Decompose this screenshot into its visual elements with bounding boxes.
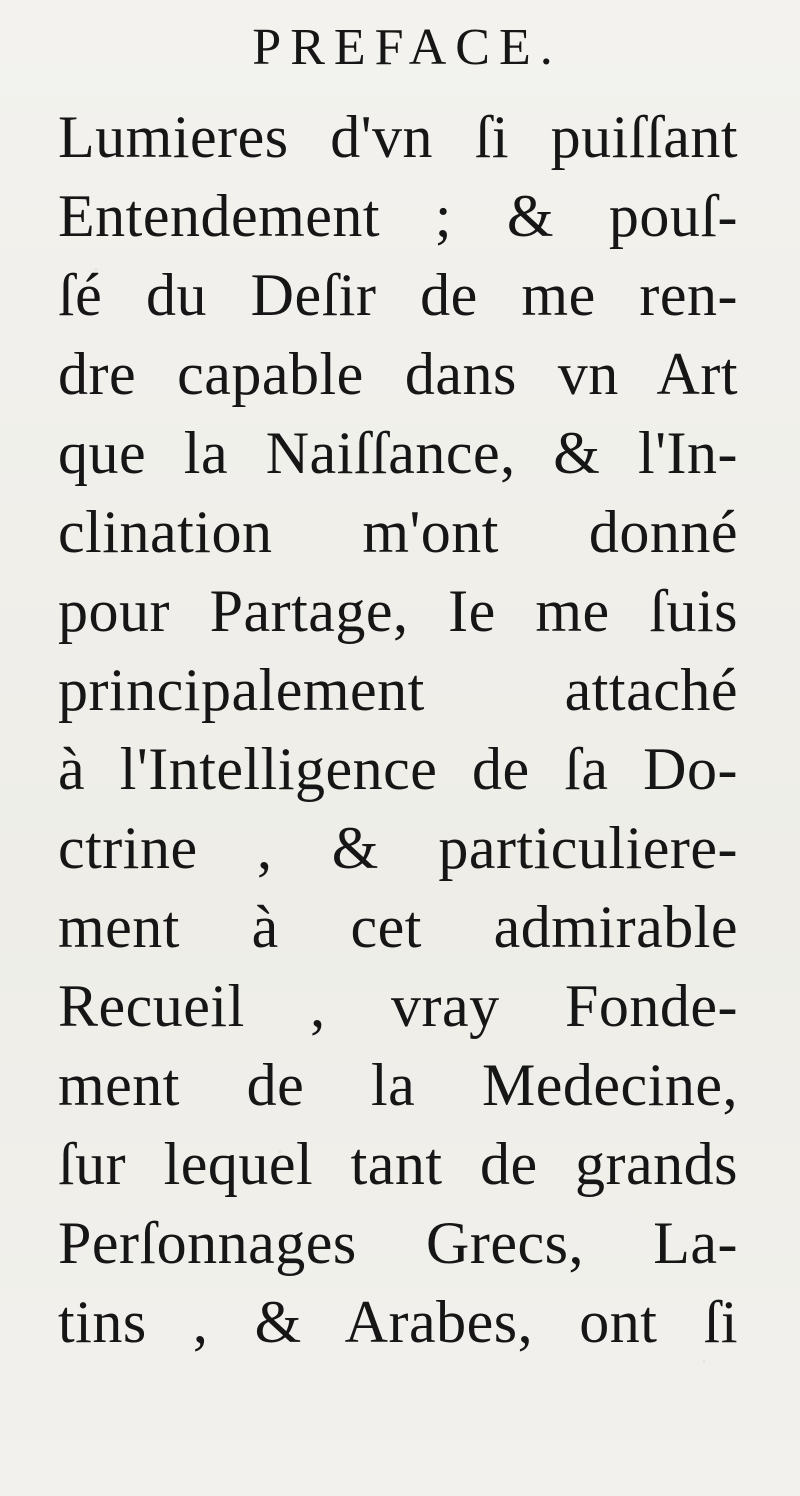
text-line: Recueil , vray Fonde-: [58, 973, 738, 1039]
text-line: ment de la Medecine,: [58, 1052, 738, 1118]
text-line: ſur lequel tant de grands: [58, 1131, 738, 1197]
text-line: ment à cet admirable: [58, 894, 738, 960]
running-header: PREFACE.: [252, 19, 562, 76]
text-line: Lumieres d'vn ſi puiſſant: [58, 104, 738, 170]
text-line: Perſonnages Grecs, La-: [58, 1210, 738, 1276]
text-line: principalement attaché: [58, 657, 738, 723]
text-line: pour Partage, Ie me ſuis: [58, 578, 738, 644]
body-text: [58, 98, 738, 1362]
text-line: que la Naiſſance, & l'In-: [58, 420, 738, 486]
text-line: ſé du Deſir de me ren-: [58, 262, 738, 328]
text-line: ctrine , & particuliere-: [58, 815, 738, 881]
text-line: clination m'ont donné: [58, 499, 738, 565]
text-line: Entendement ; & pouſ-: [58, 183, 738, 249]
text-line: à l'Intelligence de ſa Do-: [58, 736, 738, 802]
text-line: tins , & Arabes, ont ſi: [58, 1289, 738, 1355]
text-line: dre capable dans vn Art: [58, 341, 738, 407]
